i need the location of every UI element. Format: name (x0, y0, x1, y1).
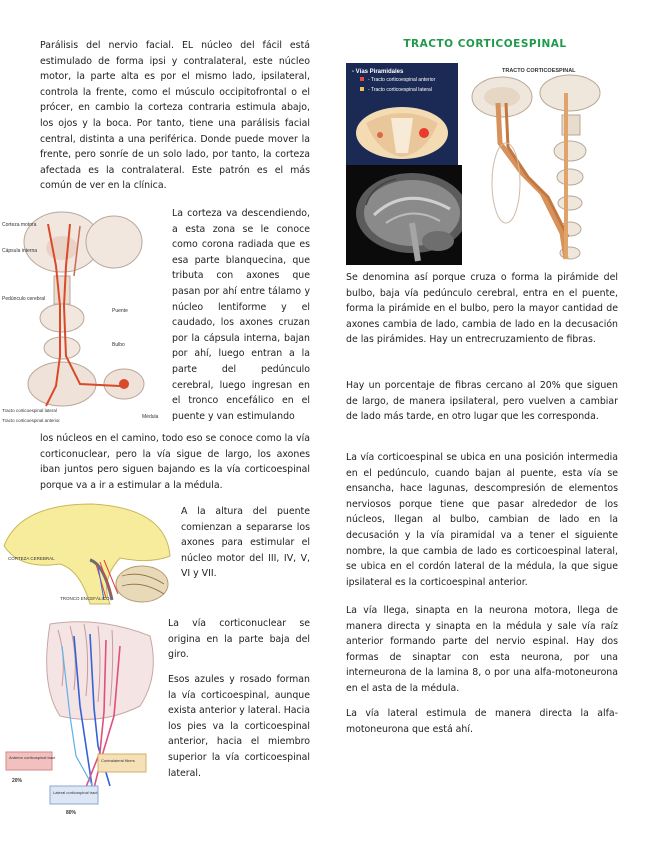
label-anterior-tract: Tracto corticoespinal anterior (2, 418, 60, 423)
paragraph-corticonuclear: los núcleos en el camino, todo eso se conoce como la vía corticonuclear, pero la vía sigue de largo, los axones iban juntos pero siguen bajando es la vía corticoespinal porque va a ir a estimular a la médula. (40, 433, 310, 491)
label-lateral-tract: Tracto corticoespinal lateral (2, 408, 57, 413)
pyramidal-heading: - Vías Piramidales (352, 69, 404, 75)
paragraph-blue-pink: Esos azules y rosado forman la vía corticoespinal, aunque exista anterior y lateral. Hacia los pies va la corticoespinal anterior, hacia el miembro superior la vía corticoespinal lateral. (168, 674, 310, 779)
paragraph-lateral-path: La vía lateral estimula de manera directa la alfa-motoneurona que está ahí. (346, 708, 618, 735)
paragraph-facial-palsy: Parálisis del nervio facial. EL núcleo del fácil está estimulado de forma ipsi y contralateral, este núcleo motor, la parte alta es por el mismo lado, ipsilateral, controla la frente, como el músculo occipitofrontal o el prócer, en cambio la corteza contraria estimula abajo, los ojos y la boca. Por tanto, tiene una parálisis facial central, distinta a una periférica. Donde puede mover la frente, pero sonríe de un solo lado, por tanto, la corteza afectada es la contralateral. Este patrón es el más común de ver en la clínica. (40, 40, 310, 192)
label-pons: Puente (112, 308, 128, 314)
label-cerebral-peduncle: Pedúnculo cerebral (2, 296, 46, 302)
paragraph-synapse: La vía llega, sinapta en la neurona motora, llega de manera directa y sinapta en la médula y sale vía raíz anterior formando parte del nervio espinal. Hay dos formas de sinaptar con esta neurona, por una interneurona de la lamina 8, o por una alfa-motoneurona en el asta de la médula. (346, 605, 618, 694)
pyramidal-legend-anterior: - Tracto corticoespinal anterior (368, 77, 436, 83)
pyramidal-pathways-drawing (346, 63, 458, 165)
label-internal-capsule: Cápsula interna (2, 248, 38, 254)
label-medulla: Bulbo (112, 342, 125, 348)
homunculus-drawing (0, 616, 162, 816)
paragraph-corona-radiata: La corteza va descendiendo, a esta zona se le conoce como corona radiada que es esa parte blanquecina, que tributa con axones que pasan por ahí entre tálamo y núcleo lentiforme y el caudado, los axones cruzan por la cápsula interna, bajan por ahí, luego entran a la parte del pedúnculo cerebral, luego ingresan en el tronco encefálico en el puente y van estimulando (172, 208, 310, 422)
box-anterior-tract: Anterior corticospinal tract (9, 755, 56, 760)
label-motor-cortex: Corteza motora (2, 222, 37, 228)
label-cerebral-cortex: CORTEZA CEREBRAL (8, 556, 55, 561)
paragraph-gyrus: La vía corticonuclear se origina en la parte baja del giro. (168, 618, 310, 661)
figure-corticospinal-homunculus (0, 616, 162, 816)
percent-80: 80% (66, 810, 77, 816)
tract-heading: TRACTO CORTICOESPINAL (502, 68, 576, 74)
corticospinal-tract-drawing (462, 63, 618, 265)
paragraph-pyramid: Se denomina así porque cruza o forma la pirámide del bulbo, baja vía pedúnculo cerebral, entra en el puente, forma la pirámide en el bulbo, pero la mayor cantidad de axones cambia de lado, cambia de lado en la decusación de las pirámides. Hay un entrecruzamiento de fibras. (346, 272, 618, 346)
figure-mri (346, 165, 476, 265)
label-brainstem: TRONCO ENCEFÁLICO (60, 596, 110, 601)
figure-midsagittal (0, 500, 176, 608)
label-spinal-cord: Médula (142, 414, 159, 420)
paragraph-position: La vía corticoespinal se ubica en una posición intermedia en el pedúnculo, cuando bajan al puente, esta vía se ensancha, hace lagunas, descompresión de elementos nerviosos porque tiene que pasar alrededor de los núcleos, llegan al bulbo, cambian de lado en la decusación y la vía piramidal va a tener el siguiente nombre, la que cambia de lado es corticoespinal lateral, se ubica en el cordón lateral de la médula, la que sigue ipsilateral es la corticoespinal anterior. (346, 452, 618, 588)
box-lateral-tract: Lateral corticospinal tract (53, 790, 98, 795)
figure-pyramidal-pathways (346, 63, 458, 165)
mri-drawing (346, 165, 476, 265)
paragraph-20-percent: Hay un porcentaje de fibras cercano al 20% que siguen de largo, de manera ipsilateral, pero vuelven a cambiar de lado más tarde, en otro lugar que les corresponda. (346, 380, 618, 423)
section-title: TRACTO CORTICOESPINAL (403, 38, 567, 50)
box-contralateral: Contralateral fibers (101, 758, 135, 763)
pyramidal-legend-lateral: - Tracto corticoespinal lateral (368, 87, 432, 93)
midsagittal-drawing (0, 500, 176, 608)
figure-corticospinal-tract (462, 63, 618, 265)
percent-20: 20% (12, 778, 23, 784)
paragraph-pons: A la altura del puente comienzan a separarse los axones para estimular el núcleo motor del III, IV, V, VI y VII. (181, 506, 310, 580)
coronal-brain-drawing (0, 206, 168, 428)
figure-coronal-brain (0, 206, 168, 428)
